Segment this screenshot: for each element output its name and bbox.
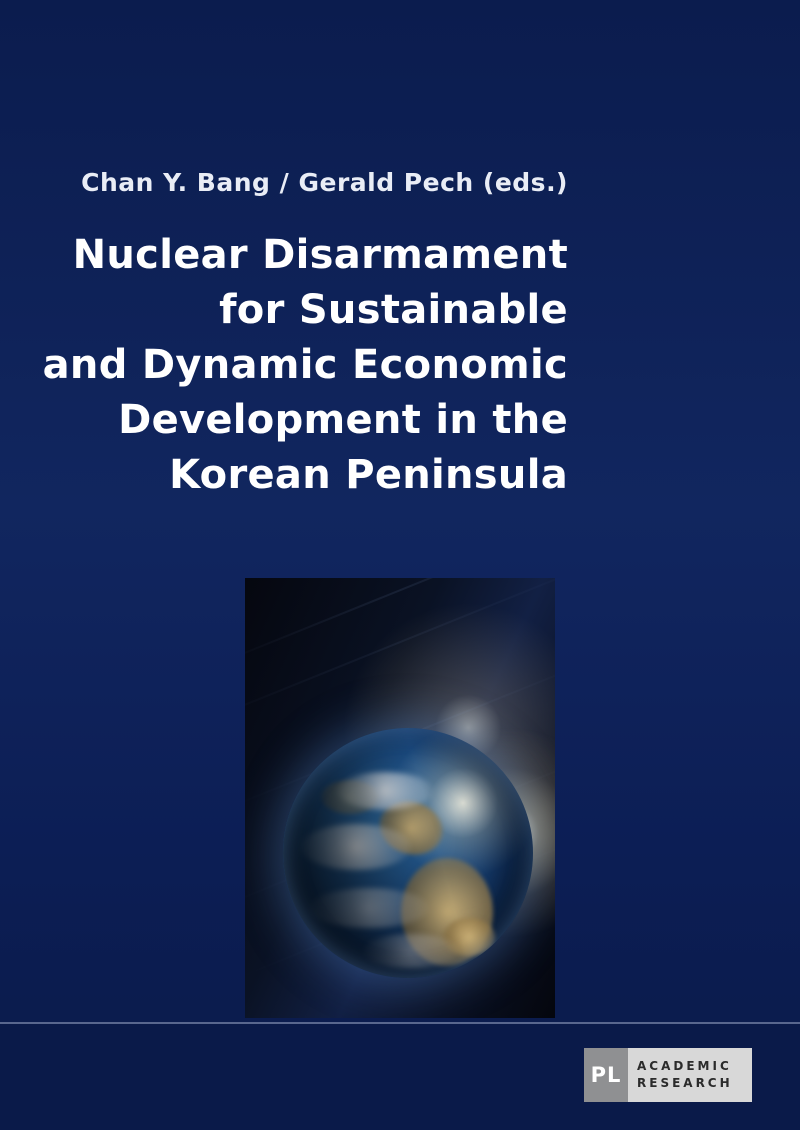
title-line-3: and Dynamic Economic bbox=[42, 342, 568, 388]
title-line-4: Development in the bbox=[118, 397, 568, 443]
publisher-logo bbox=[584, 1048, 752, 1102]
title-line-1: Nuclear Disarmament bbox=[72, 232, 568, 278]
atmosphere-rim bbox=[283, 728, 533, 978]
publisher-logo-text bbox=[628, 1048, 752, 1102]
publisher-logo-line-1: ACADEMIC bbox=[637, 1059, 732, 1073]
earth-globe-image bbox=[245, 578, 555, 1018]
editors-line: Chan Y. Bang / Gerald Pech (eds.) bbox=[81, 168, 568, 197]
book-title bbox=[0, 228, 568, 503]
publisher-logo-mark: PL bbox=[584, 1048, 628, 1102]
globe bbox=[283, 728, 533, 978]
title-line-2: for Sustainable bbox=[219, 287, 568, 333]
publisher-logo-line-2: RESEARCH bbox=[637, 1076, 733, 1090]
title-line-5: Korean Peninsula bbox=[169, 452, 568, 498]
